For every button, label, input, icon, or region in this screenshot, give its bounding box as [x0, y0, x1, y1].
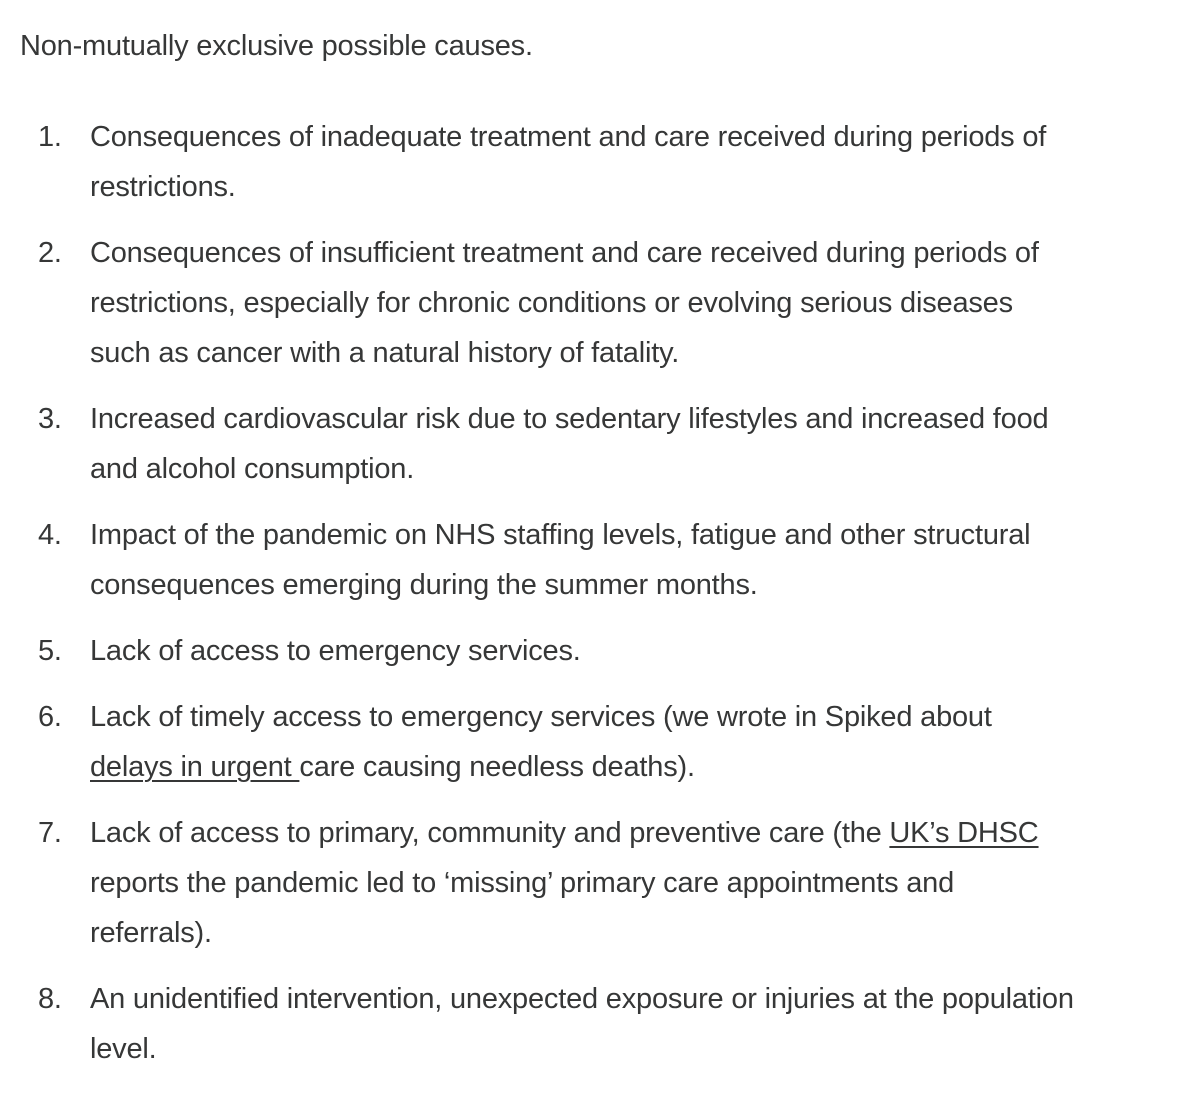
list-item	[20, 228, 1080, 378]
list-item	[20, 692, 1080, 792]
list-item-number: 6.	[38, 701, 62, 733]
list-item-text: Increased cardiovascular risk due to sedentary lifestyles and increased food and alcohol consumption.	[90, 403, 1049, 485]
list-item	[20, 394, 1080, 494]
list-item-number: 1.	[38, 121, 62, 153]
uk-dhsc-link[interactable]: UK’s DHSC	[889, 817, 1039, 849]
list-item-number: 5.	[38, 635, 62, 667]
list-item-text-before: Lack of timely access to emergency services (we wrote in Spiked about	[90, 701, 992, 733]
list-item-text: Consequences of inadequate treatment and care received during periods of restrictions.	[90, 121, 1047, 203]
delays-in-urgent-care-link[interactable]: delays in urgent	[90, 751, 300, 783]
list-item-text-after: care causing needless deaths).	[299, 751, 695, 783]
list-item-text: Consequences of insufficient treatment and care received during periods of restrictions, especially for chronic conditions or evolving serious diseases such as cancer with a natural history of fatality.	[90, 237, 1039, 369]
list-item-text-before: Lack of access to primary, community and preventive care (the	[90, 817, 890, 849]
list-item-number: 2.	[38, 237, 62, 269]
list-item	[20, 808, 1080, 958]
list-item-text: Lack of access to emergency services.	[90, 635, 581, 667]
list-item-text: Impact of the pandemic on NHS staffing levels, fatigue and other structural consequences emerging during the summer months.	[90, 519, 1031, 601]
list-item	[20, 974, 1080, 1074]
causes-list	[20, 112, 1080, 1074]
list-item-number: 3.	[38, 403, 62, 435]
list-item-number: 8.	[38, 983, 62, 1015]
list-item	[20, 626, 1080, 676]
list-item-number: 4.	[38, 519, 62, 551]
list-item	[20, 112, 1080, 212]
list-item-number: 7.	[38, 817, 62, 849]
list-item	[20, 510, 1080, 610]
intro-text: Non-mutually exclusive possible causes.	[20, 30, 533, 62]
list-item-text: An unidentified intervention, unexpected exposure or injuries at the population level.	[90, 983, 1074, 1065]
list-item-text-after: reports the pandemic led to ‘missing’ primary care appointments and referrals).	[90, 867, 955, 949]
